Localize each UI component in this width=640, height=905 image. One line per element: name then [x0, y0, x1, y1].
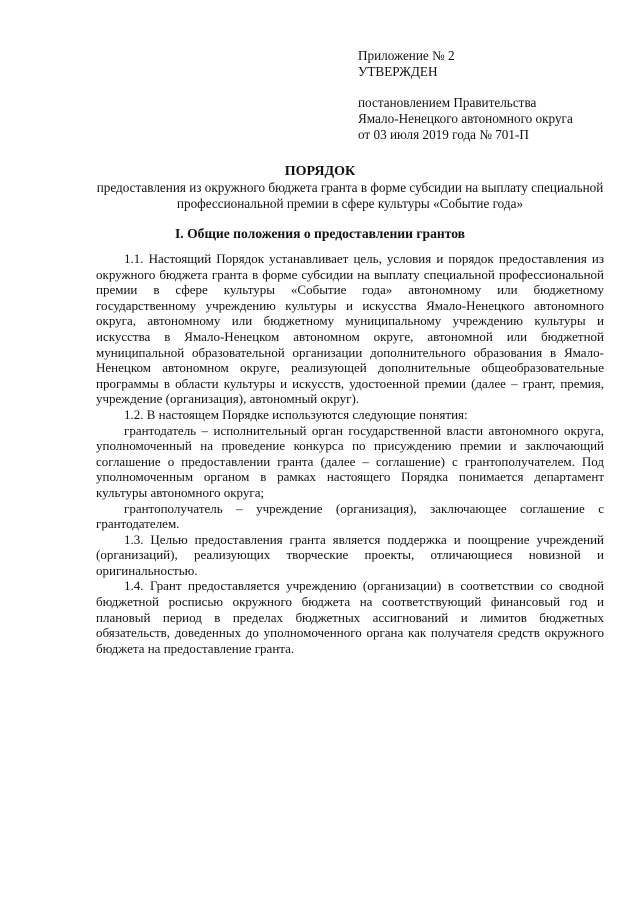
- paragraph: 1.4. Грант предоставляется учреждению (организации) в соответствии со сводной бюджетной росписью окружного бюджета на соответствующий финансовый год и плановый период в пределах бюджетных ассигнований и лимитов бюджетных обязательств, доведенных до уполномоченного органа как получателя средств окружного бюджета на предоставление гранта.: [96, 578, 604, 656]
- document-body: [96, 251, 604, 656]
- paragraph: 1.2. В настоящем Порядке используются следующие понятия:: [124, 406, 468, 422]
- document-subtitle: предоставления из окружного бюджета гранта в форме субсидии на выплату специальной профессиональной премии в сфере культуры «Событие года»: [96, 180, 604, 211]
- approved-label: УТВЕРЖДЕН: [358, 64, 438, 79]
- appendix-label: Приложение № 2: [358, 48, 455, 63]
- paragraph: 1.3. Целью предоставления гранта является поддержка и поощрение учреждений (организаций), реализующих творческие проекты, отличающиеся новизной и оригинальностью.: [96, 531, 604, 578]
- decree-line: Ямало-Ненецкого автономного округа: [358, 111, 573, 126]
- paragraph: грантодатель – исполнительный орган государственной власти автономного округа, уполномоченный на проведение конкурса по присуждению премии и заключающий соглашение о предоставлении гранта (далее – соглашение) с грантополучателем. Под уполномоченным органом в рамках настоящего Порядка понимается департамент культуры автономного округа;: [96, 422, 604, 500]
- decree-line: постановлением Правительства: [358, 95, 537, 110]
- document-title: ПОРЯДОК: [284, 164, 356, 179]
- section-title: I. Общие положения о предоставлении грантов: [174, 226, 466, 241]
- approval-header: [358, 48, 628, 143]
- paragraph: 1.1. Настоящий Порядок устанавливает цель, условия и порядок предоставления из окружного бюджета гранта в форме субсидии на выплату специальной профессиональной премии в сфере культуры «Событие года» автономному или бюджетному государственному учреждению культуры и искусства Ямало-Ненецкого автономного округа, автономному или бюджетному муниципальному учреждению культуры и искусства в Ямало-Ненецком автономном округе, автономной или бюджетной муниципальной образовательной организации дополнительного образования в Ямало-Ненецком автономном округе, реализующей дополнительные общеобразовательные программы в области культуры и искусств, удостоенной премии (далее – грант, премия, учреждение (организация), автономный округ).: [96, 251, 604, 407]
- decree-line: от 03 июля 2019 года № 701-П: [358, 127, 529, 142]
- paragraph: грантополучатель – учреждение (организация), заключающее соглашение с грантодателем.: [96, 500, 604, 532]
